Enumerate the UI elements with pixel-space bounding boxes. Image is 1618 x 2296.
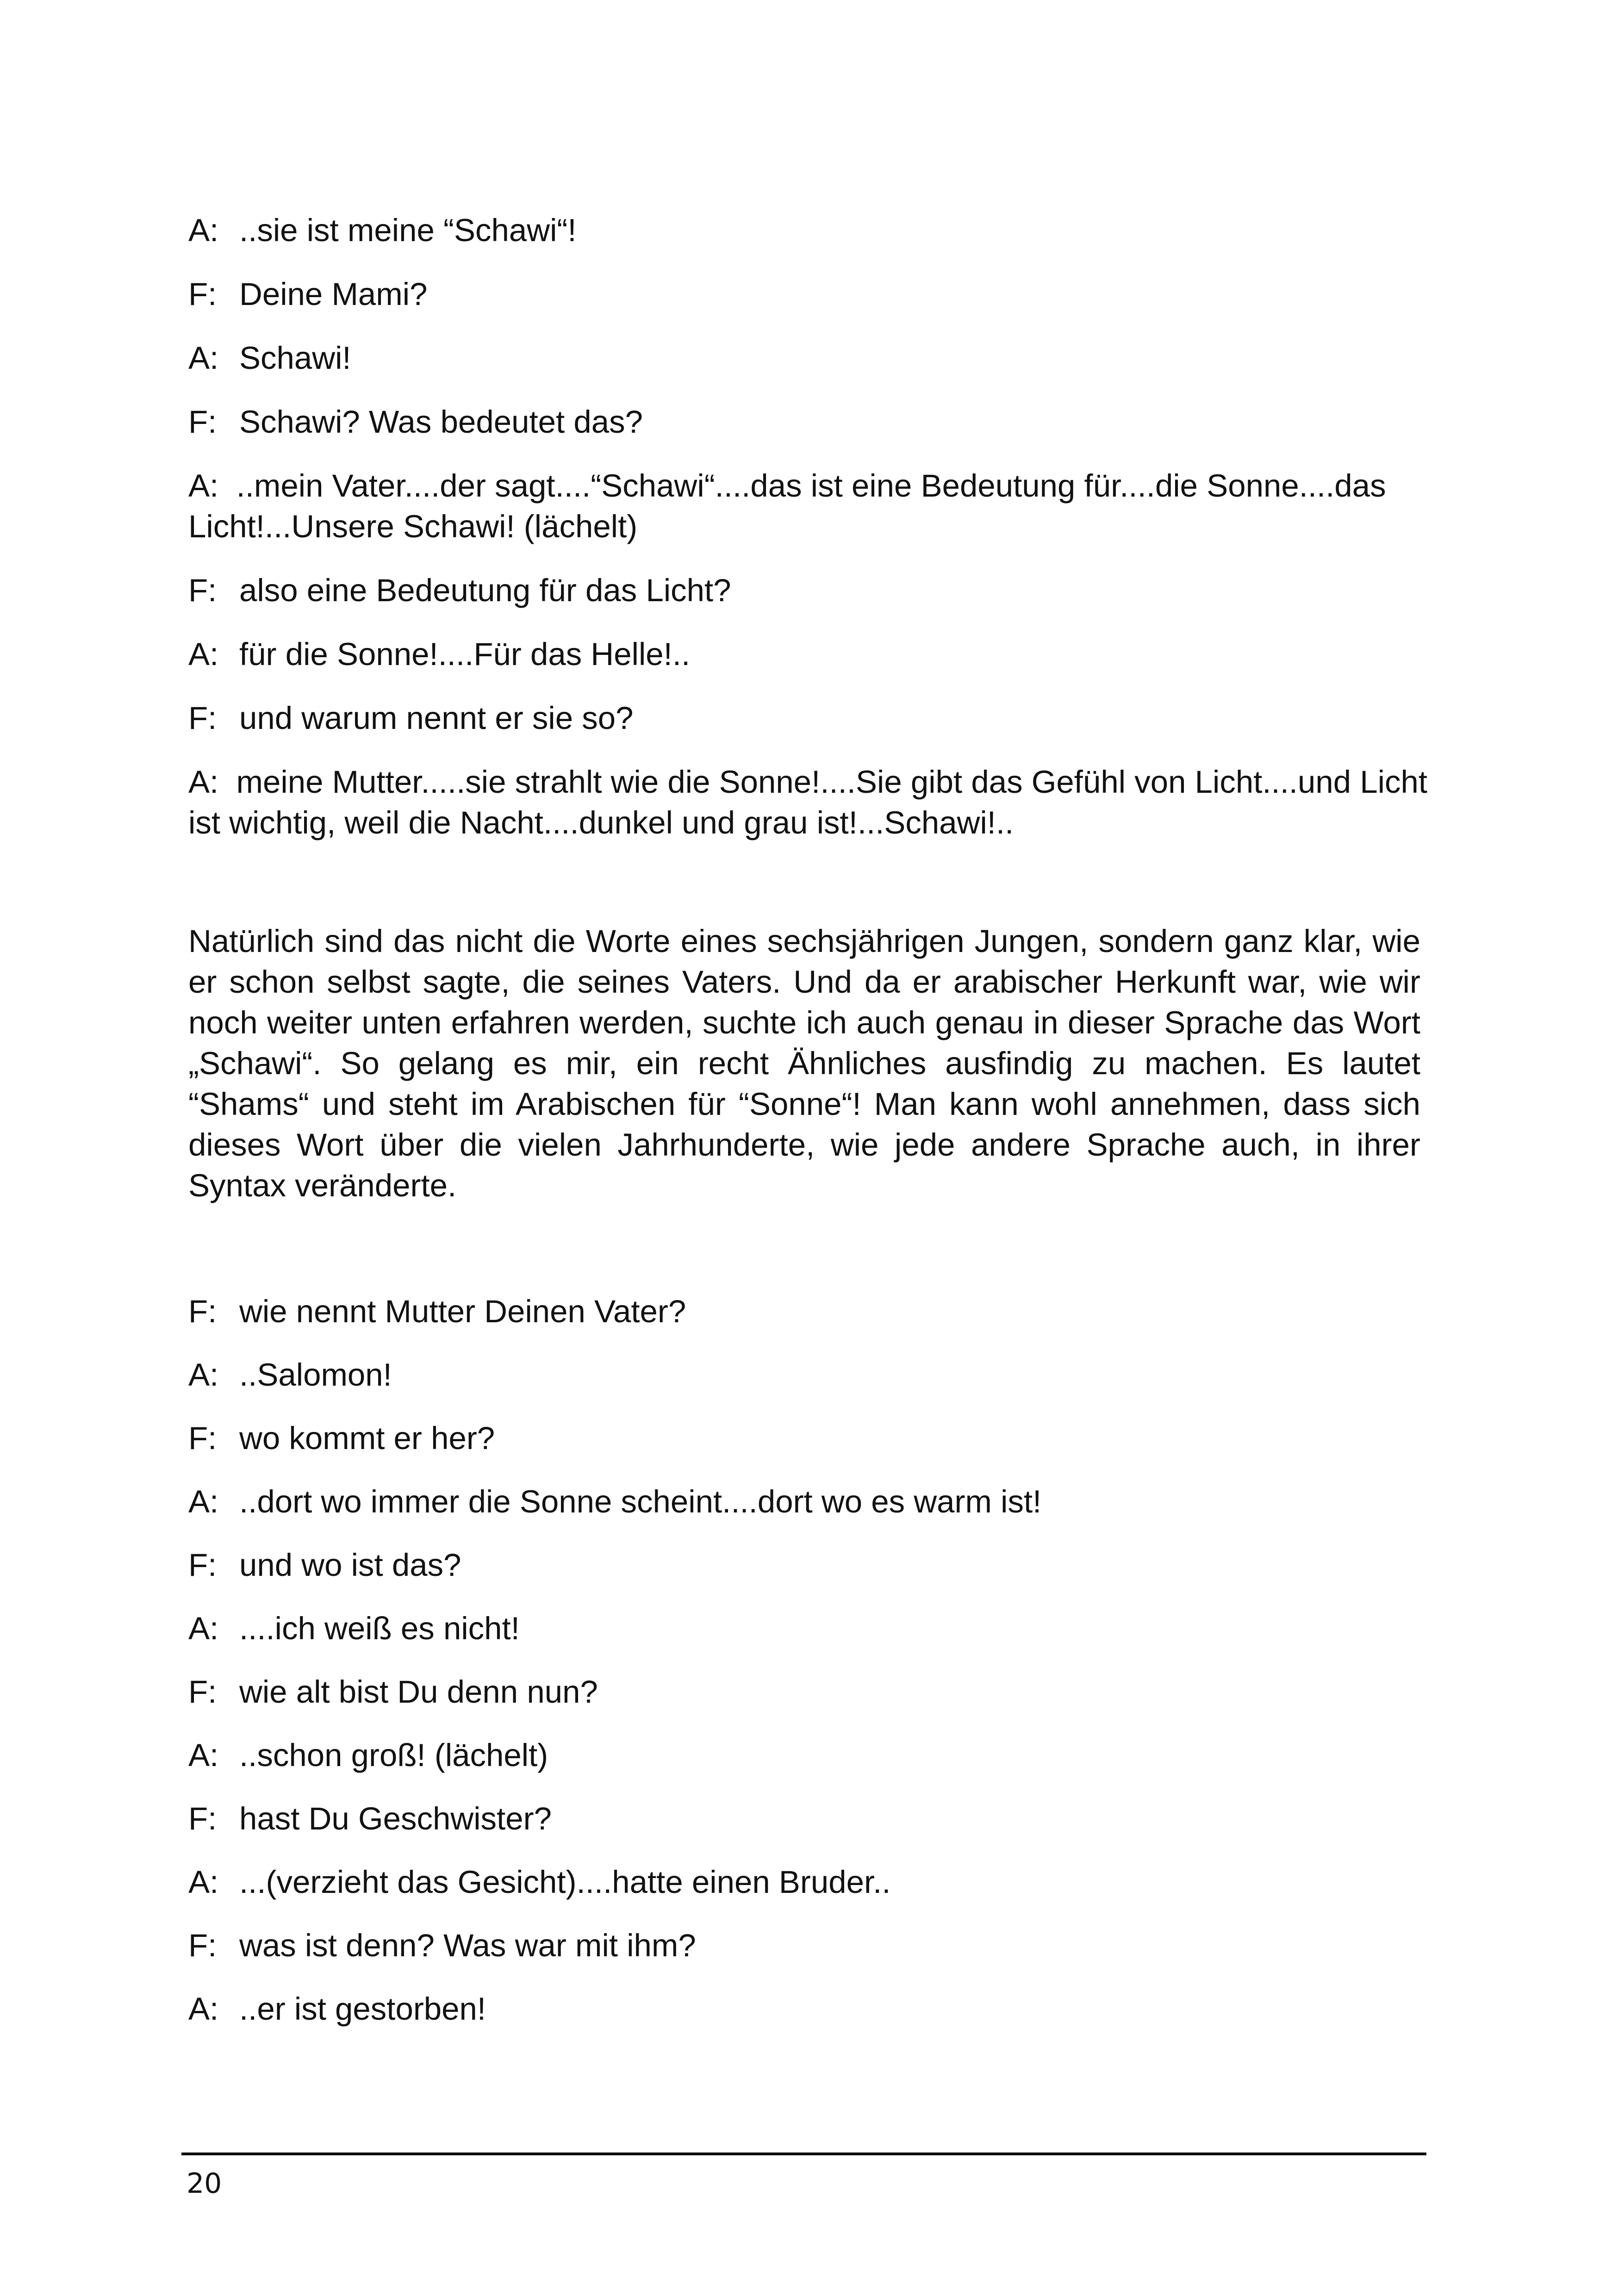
dialogue-line: [188, 1989, 1429, 2029]
dialogue-line: [188, 1735, 1429, 1776]
speaker-label: F:: [188, 404, 217, 440]
speaker-label: A:: [188, 1864, 219, 1900]
body-paragraph: Natürlich sind das nicht die Worte eines sechsjährigen Jungen, sondern ganz klar, wie er schon selbst sagte, die seines Vaters. Und da er arabischer Herkunft war, wie wir noch weiter unten erfahren werden, suchte ich auch genau in dieser Sprache das Wort „Schawi“. So gelang es mir, ein recht Ähnliches ausfindig zu machen. Es lautet “Shams“ und steht im Arabischen für “Sonne“! Man kann wohl annehmen, dass sich dieses Wort über die vielen Jahrhunderte, wie jede andere Sprache auch, in ihrer Syntax veränderte.: [188, 923, 1420, 1203]
speaker-label: F:: [188, 1801, 217, 1836]
dialogue-line: [188, 1925, 1429, 1966]
dialogue-line: [188, 1798, 1429, 1839]
dialogue-block-2: [188, 1291, 1429, 2052]
dialogue-text: ..schon groß! (lächelt): [239, 1737, 548, 1773]
dialogue-line: [188, 402, 1429, 442]
speaker-label: A:: [188, 468, 219, 504]
dialogue-line: [188, 274, 1429, 315]
dialogue-line: [188, 1481, 1429, 1522]
speaker-label: F:: [188, 1420, 217, 1456]
dialogue-block-1: [188, 210, 1429, 866]
dialogue-text: wo kommt er her?: [239, 1420, 495, 1456]
speaker-label: A:: [188, 212, 219, 248]
dialogue-line: [188, 570, 1429, 611]
dialogue-line: [188, 1418, 1429, 1459]
dialogue-line: [188, 466, 1429, 547]
speaker-label: A:: [188, 1484, 219, 1519]
dialogue-text: wie alt bist Du denn nun?: [239, 1674, 598, 1710]
dialogue-text: ...(verzieht das Gesicht)....hatte einen Bruder..: [239, 1864, 891, 1900]
speaker-label: A:: [188, 764, 219, 800]
speaker-label: A:: [188, 340, 219, 376]
speaker-label: A:: [188, 1357, 219, 1393]
speaker-label: F:: [188, 1294, 217, 1329]
dialogue-text: was ist denn? Was war mit ihm?: [239, 1928, 696, 1963]
speaker-label: A:: [188, 636, 219, 672]
dialogue-line: [188, 1862, 1429, 1903]
dialogue-line: [188, 210, 1429, 251]
dialogue-line: [188, 1672, 1429, 1712]
dialogue-text: also eine Bedeutung für das Licht?: [239, 572, 731, 608]
dialogue-line: [188, 1608, 1429, 1649]
dialogue-text: ..er ist gestorben!: [239, 1991, 486, 2027]
dialogue-text: wie nennt Mutter Deinen Vater?: [239, 1294, 686, 1329]
speaker-label: F:: [188, 572, 217, 608]
dialogue-text: ..Salomon!: [239, 1357, 392, 1393]
dialogue-line: [188, 338, 1429, 379]
speaker-label: F:: [188, 1674, 217, 1710]
speaker-label: A:: [188, 1737, 219, 1773]
dialogue-text: hast Du Geschwister?: [239, 1801, 552, 1836]
speaker-label: F:: [188, 276, 217, 312]
dialogue-line: [188, 1355, 1429, 1395]
dialogue-text: ..sie ist meine “Schawi“!: [239, 212, 577, 248]
dialogue-line: [188, 1291, 1429, 1332]
dialogue-text: Deine Mami?: [239, 276, 428, 312]
dialogue-text: Schawi!: [239, 340, 351, 376]
page-number: 20: [187, 2167, 222, 2200]
dialogue-text: und wo ist das?: [239, 1547, 461, 1583]
dialogue-text: meine Mutter.....sie strahlt wie die Sonne!....Sie gibt das Gefühl von Licht....und Licht ist wichtig, weil die Nacht....dunkel und grau ist!...Schawi!..: [188, 764, 1428, 840]
speaker-label: F:: [188, 1547, 217, 1583]
speaker-label: A:: [188, 1611, 219, 1646]
dialogue-text: und warum nennt er sie so?: [239, 700, 634, 736]
dialogue-text: für die Sonne!....Für das Helle!..: [239, 636, 691, 672]
dialogue-line: [188, 698, 1429, 739]
footer-divider: [181, 2153, 1426, 2155]
dialogue-line: [188, 634, 1429, 675]
dialogue-line: [188, 762, 1429, 843]
dialogue-line: [188, 1545, 1429, 1586]
dialogue-text: Schawi? Was bedeutet das?: [239, 404, 643, 440]
dialogue-text: ....ich weiß es nicht!: [239, 1611, 520, 1646]
speaker-label: A:: [188, 1991, 219, 2027]
dialogue-text: ..dort wo immer die Sonne scheint....dort wo es warm ist!: [239, 1484, 1042, 1519]
speaker-label: F:: [188, 700, 217, 736]
speaker-label: F:: [188, 1928, 217, 1963]
dialogue-text: ..mein Vater....der sagt....“Schawi“....das ist eine Bedeutung für....die Sonne....das Licht!...Unsere Schawi! (lächelt): [188, 468, 1386, 544]
